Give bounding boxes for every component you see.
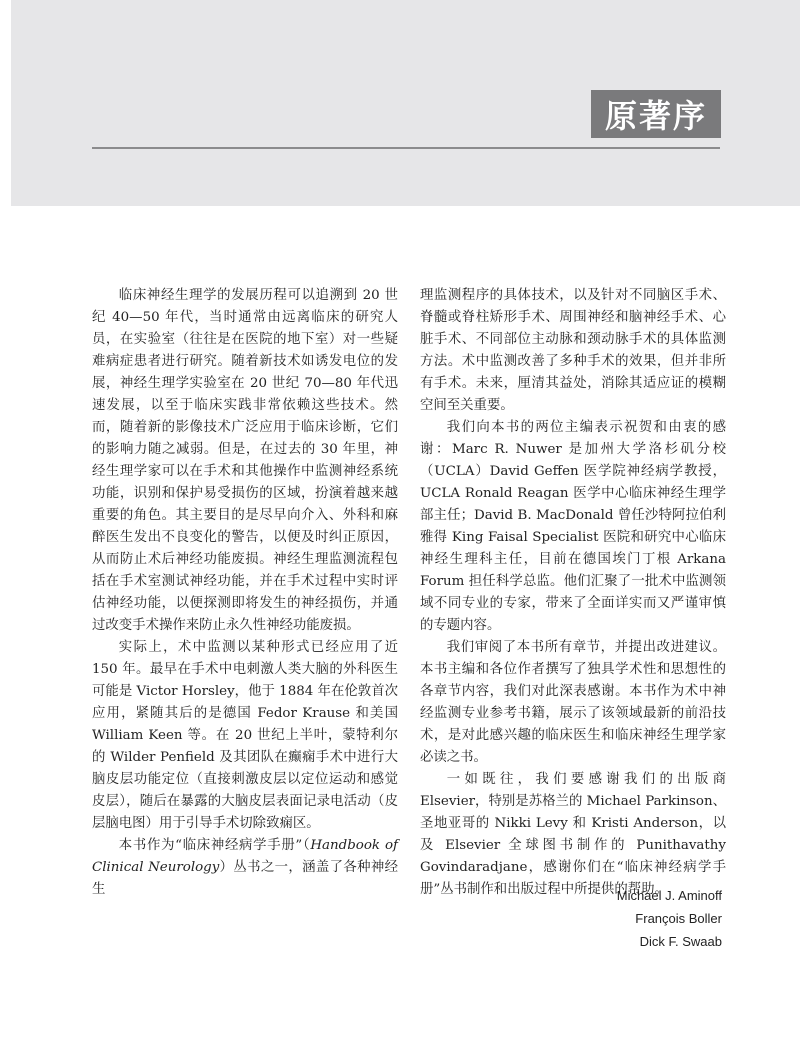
paragraph-origins: 实际上，术中监测以某种形式已经应用了近 150 年。最早在手术中电刺激人类大脑的外科医生可能是 Victor Horsley，他于 1884 年在伦敦首次应用，紧随其后的是德国 Fedor Krause 和美国 William Keen 等。在 20 世纪上半叶，蒙特利尔的 Wilder Penfield 及其团队在癫痫手术中进行大脑皮层功能定位（直接刺激皮层以定位运动和感觉皮层），随后在暴露的大脑皮层表面记录电活动（皮层脑电图）用于引导手术切除致痫区。: [92, 640, 398, 831]
left-column: [92, 285, 398, 901]
paragraph-series-continued: 理监测程序的具体技术，以及针对不同脑区手术、脊髓或脊柱矫形手术、周围神经和脑神经手术、心脏手术、不同部位主动脉和颈动脉手术的具体监测方法。术中监测改善了多种手术的效果，但并非所有手术。未来，厘清其益处，消除其适应证的模糊空间至关重要。: [420, 288, 726, 413]
paragraph-editors-thanks: 我们向本书的两位主编表示祝贺和由衷的感谢：Marc R. Nuwer 是加州大学洛杉矶分校（UCLA）David Geffen 医学院神经病学教授，UCLA Ronald Reagan 医学中心临床神经生理学部主任；David B. MacDonald 曾任沙特阿拉伯利雅得 King Faisal Specialist 医院和研究中心临床神经生理科主任，目前在德国埃门丁根 Arkana Forum 担任科学总监。他们汇聚了一批术中监测领域不同专业的专家，带来了全面详实而又严谨审慎的专题内容。: [420, 420, 726, 633]
right-column: [420, 285, 726, 901]
paragraph-review: 我们审阅了本书所有章节，并提出改进建议。本书主编和各位作者撰写了独具学术性和思想性的各章节内容，我们对此深表感谢。本书作为术中神经监测专业参考书籍，展示了该领域最新的前沿技术，是对此感兴趣的临床医生和临床神经生理学家必读之书。: [420, 640, 726, 765]
signature-name: Dick F. Swaab: [639, 934, 722, 949]
paragraph-history: 临床神经生理学的发展历程可以追溯到 20 世纪 40—50 年代，当时通常由远离临床的研究人员，在实验室（往往是在医院的地下室）对一些疑难病症患者进行研究。随着新技术如诱发电位的发展，神经生理学实验室在 20 世纪 70—80 年代迅速发展，以至于临床实践非常依赖这些技术。然而，随着新的影像技术广泛应用于临床诊断，它们的影响力随之减弱。但是，在过去的 30 年里，神经生理学家可以在手术和其他操作中监测神经系统功能，识别和保护易受损伤的区域，扮演着越来越重要的角色。其主要目的是尽早向介入、外科和麻醉医生发出不良变化的警告，以便及时纠正原因，从而防止术后神经功能废损。神经生理监测流程包括在手术室测试神经功能，并在手术过程中实时评估神经功能，以便探测即将发生的神经损伤，并通过改变手术操作来防止永久性神经功能废损。: [92, 288, 398, 633]
title-divider: [92, 147, 720, 149]
page-title: 原著序: [591, 90, 721, 138]
signature-block: [617, 884, 722, 953]
series-title-italic: Handbook of Clinical Neurology: [92, 838, 398, 875]
signature-name: Michael J. Aminoff: [616, 888, 722, 903]
paragraph-series-intro: 本书作为“临床神经病学手册”（Handbook of Clinical Neurology）丛书之一，涵盖了各种神经生: [92, 838, 399, 897]
paragraph-publisher-thanks: 一如既往，我们要感谢我们的出版商 Elsevier，特别是苏格兰的 Michael Parkinson、圣地亚哥的 Nikki Levy 和 Kristi Anderson，以及 Elsevier 全球图书制作的 Punithavathy Govindaradjane，感谢你们在“临床神经病学手册”丛书制作和出版过程中所提供的帮助。: [420, 772, 726, 897]
signature-name: François Boller: [635, 911, 722, 926]
